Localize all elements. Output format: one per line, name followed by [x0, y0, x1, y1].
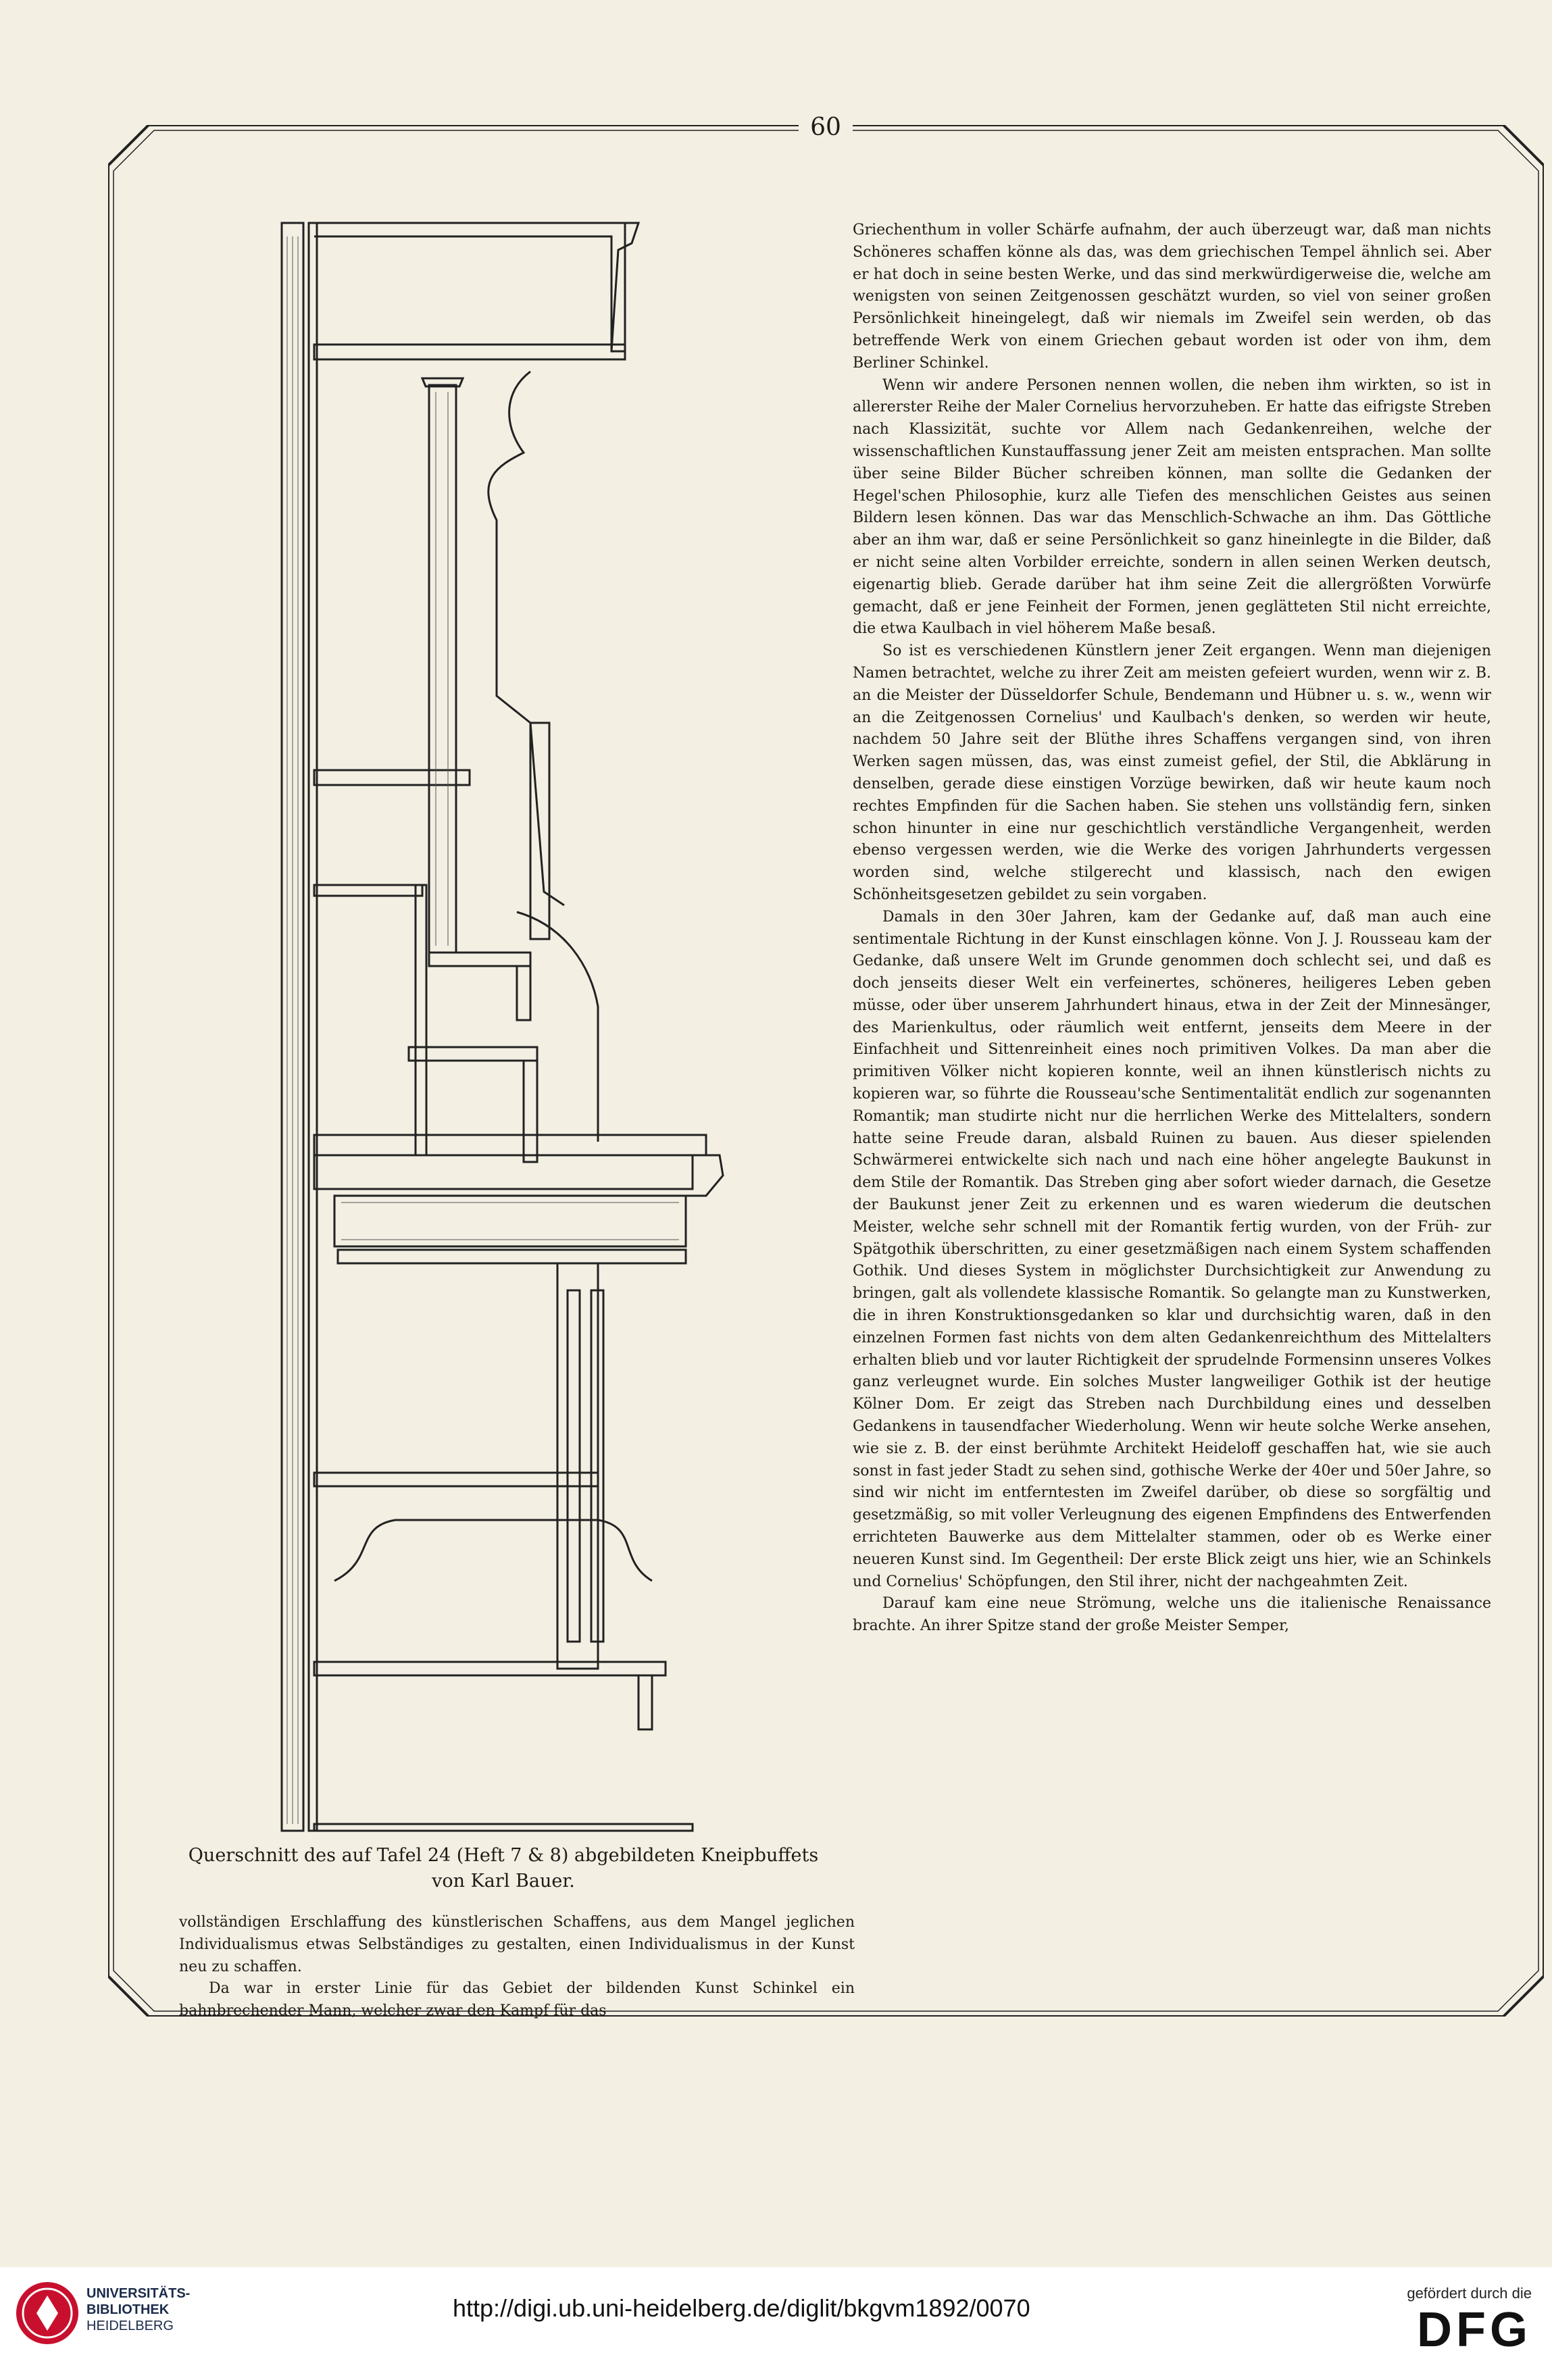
right-column — [853, 220, 1491, 1638]
institution-name — [86, 2285, 190, 2334]
institution-line-1: UNIVERSITÄTS- — [86, 2286, 191, 2301]
left-column — [179, 1912, 855, 2023]
dfg-logo: DFG — [1417, 2303, 1532, 2357]
sponsor-label: gefördert durch die — [1407, 2285, 1532, 2302]
buffet-cross-section-drawing — [274, 209, 733, 1834]
institution-line-3: HEIDELBERG — [86, 2319, 174, 2333]
sponsor-block — [1407, 2285, 1532, 2358]
right-paragraph-2: Wenn wir andere Personen nennen wollen, die neben ihm wirkten, so ist in allererster Reihe der Maler Cornelius hervorzuheben. Er hatte das eifrigste Streben nach Klassizität, suchte vor Allem nach Gedankenreihen, welche der wissenschaftlichen Kunstauffassung jener Zeit am meisten entsprachen. Man sollte über seine Bilder Bücher schreiben können, man sollte die Gedanken der Hegel'schen Philosophie, kurz alle Tiefen des menschlichen Geistes aus seinen Bildern lesen können. Das war das Menschlich-Schwache an ihm. Das Göttliche aber an ihm war, daß er seine Persönlichkeit so ganz hineinlegte in die Bilder, daß er nicht seine alten Vorbilder erreichte, sondern in allen seinen Werken deutsch, eigenartig blieb. Gerade darüber hat ihm seine Zeit die allergrößten Vorwürfe gemacht, daß er jene Feinheit der Formen, jenen geglätteten Stil nicht erreichte, die etwa Kaulbach in viel höherem Maße besaß. — [853, 376, 1491, 638]
right-paragraph-5: Darauf kam eine neue Strömung, welche uns die italienische Renaissance brachte. An ihrer Spitze stand der große Meister Semper, — [853, 1595, 1491, 1635]
right-paragraph-3: So ist es verschiedenen Künstlern jener Zeit ergangen. Wenn man diejenigen Namen betrachtet, welche zu ihrer Zeit am meisten gefeiert wurden, wenn wir z. B. an die Meister der Düsseldorfer Schule, Bendemann und Hübner u. s. w., wenn wir an die Zeitgenossen Cornelius' und Kaulbach's denken, so werden wir heute, nachdem 50 Jahre seit der Blüthe ihres Schaffens vergangen sind, von ihren Werken sagen müssen, das, was einst zumeist gefiel, der Stil, die Abklärung in denselben, gerade diese einstigen Vorzüge bewirken, daß wir heute kaum noch rechtes Empfinden für die Sachen haben. Sie stehen uns vollständig fern, sinken schon hinunter in eine nur geschichtlich verständliche Vergangenheit, werden ebenso vergessen werden, wie die Werke des vorigen Jahrhunderts vergessen worden sind, welche stilgerecht und klassisch, nach den ewigen Schönheitsgesetzen gebildet zu sein vorgaben. — [853, 642, 1491, 903]
right-paragraph-4: Damals in den 30er Jahren, kam der Gedanke auf, daß man auch eine sentimentale Richtung in der Kunst einschlagen könne. Von J. J. Rousseau kam der Gedanke, daß unsere Welt im Grunde genommen doch schlecht sei, und daß es doch jenseits dieser Welt ein verfeinertes, schöneres, heiligeres Leben geben müsse, oder über unserem Jahrhundert hinaus, etwa in der Zeit der Minnesänger, des Marienkultus, oder räumlich weit entfernt, jenseits dem Meere in der Einfachheit und Sittenreinheit eines noch primitiven Volkes. Da man aber die primitiven Völker nicht kopieren konnte, weil an ihnen künstlerisch nichts zu kopieren war, so führte die Rousseau'sche Sentimentalität endlich zur sogenannten Romantik; man studirte nicht nur die herrlichen Werke des Mittelalters, sondern hatte seine Freude daran, alsbald Ruinen zu bauen. Aus dieser spielenden Schwärmerei entwickelte sich nach und nach eine höher angelegte Baukunst in dem Stile der Romantik. Das Streben ging aber sofort wieder darnach, die Gesetze der Baukunst jener Zeit zu erkennen und es waren wiederum die deutschen Meister, welche sehr schnell mit der Romantik fertig wurden, von der Früh- zur Spätgothik überschritten, zu einer gesetzmäßigen nach einem System schaffenden Gothik. Und dieses System in möglichster Durchsichtigkeit zur Anwendung zu bringen, galt als vollendete klassische Romantik. So gelangte man zu Kunstwerken, die in ihren Konstruktionsgedanken so klar und durchsichtig waren, daß in den einzelnen Formen fast nichts von dem alten Gedankenreichthum des Mittelalters erhalten blieb und vor lauter Richtigkeit der sprudelnde Formensinn unseres Volkes ganz verleugnet wurde. Ein solches Muster langweiliger Gothik ist der heutige Kölner Dom. Er zeigt das Streben nach Durchbildung eines und desselben Gedankens in tausendfacher Wiederholung. Wenn wir heute solche Werke ansehen, wie sie z. B. der einst berühmte Architekt Heideloff geschaffen hat, wie sie auch sonst in fast jeder Stadt zu sehen sind, gothische Werke der 40er und 50er Jahre, so sind wir nicht im entferntesten im Zweifel darüber, ob diese so sorgfältig und gesetzmäßig, so mit voller Verleugnung des eigenen Empfindens des Entwerfenden errichteten Bauwerke aus dem Mittelalter stammen, oder ob es Werke einer neueren Kunst sind. Im Gegentheil: Der erste Blick zeigt uns hier, wie an Schinkels und Cornelius' Schöpfungen, den Stil ihrer, nicht der nachgeahmten Zeit. — [853, 908, 1491, 1590]
university-seal-icon — [14, 2279, 81, 2347]
figure-caption — [179, 1843, 828, 1894]
footer-bar — [0, 2267, 1552, 2380]
caption-line-1: Querschnitt des auf Tafel 24 (Heft 7 & 8) abgebildeten Kneipbuffets — [188, 1845, 819, 1866]
caption-line-2: von Karl Bauer. — [432, 1871, 575, 1892]
right-paragraph-1: Griechenthum in voller Schärfe aufnahm, der auch überzeugt war, daß man nichts Schöneres schaffen könne als das, was dem griechischen Tempel ähnlich sei. Aber er hat doch in seine besten Werke, und das sind merkwürdigerweise die, welche am wenigsten von seinen Zeitgenossen geschätzt wurden, so viel von seiner großen Persönlichkeit hineingelegt, daß wir niemals im Zweifel sein werden, ob das betreffende Werk von einem Griechen gebaut worden ist oder von ihm, dem Berliner Schinkel. — [853, 222, 1491, 372]
page-number: 60 — [799, 113, 853, 141]
left-paragraph-2: Da war in erster Linie für das Gebiet der bildenden Kunst Schinkel ein bahnbrechender Mann, welcher zwar den Kampf für das — [179, 1980, 855, 2020]
institution-line-2: BIBLIOTHEK — [86, 2302, 170, 2317]
source-url-link[interactable]: http://digi.ub.uni-heidelberg.de/diglit/bkgvm1892/0070 — [453, 2294, 1030, 2322]
left-paragraph-1: vollständigen Erschlaffung des künstlerischen Schaffens, aus dem Mangel jeglichen Individualismus etwas Selbständiges zu gestalten, einen Individualismus in der Kunst neu zu schaffen. — [179, 1914, 855, 1975]
